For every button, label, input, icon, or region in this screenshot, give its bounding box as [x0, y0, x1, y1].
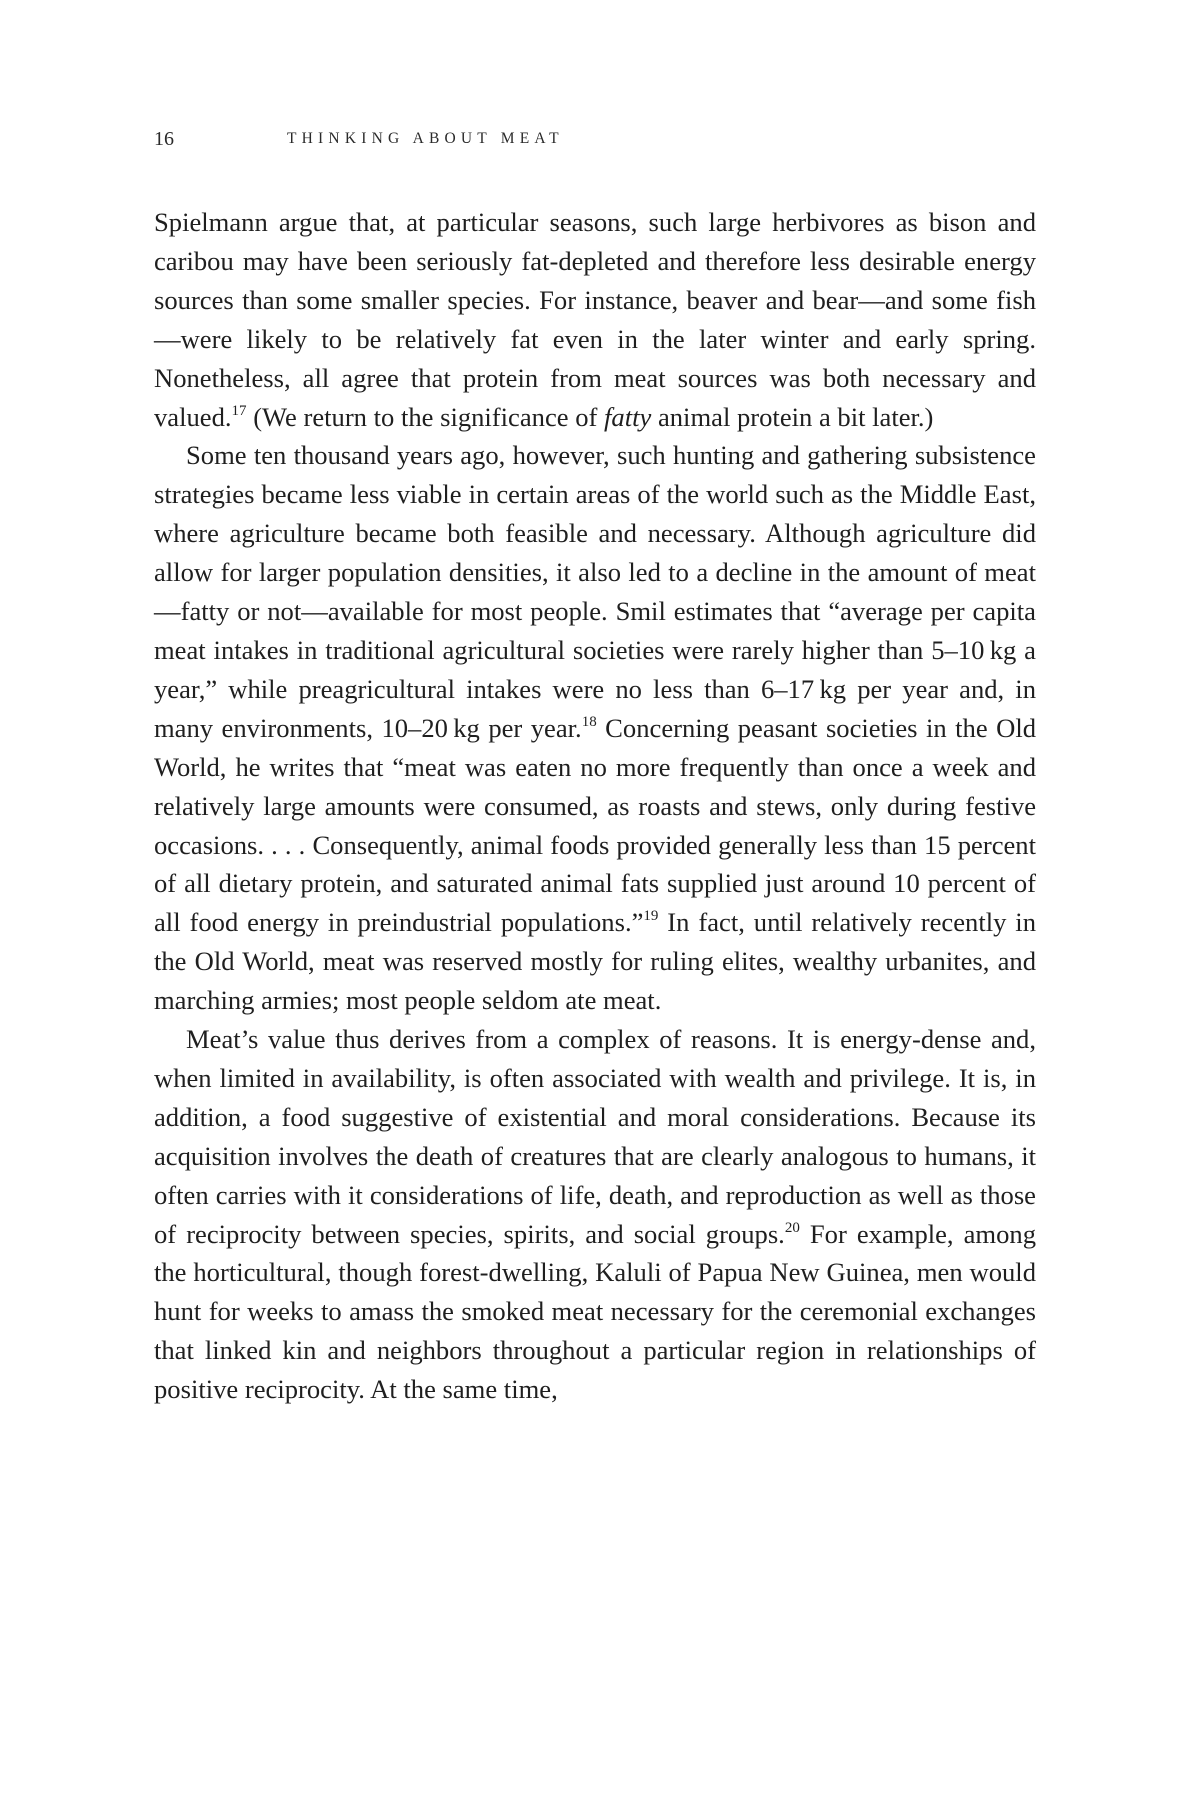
running-title: THINKING ABOUT MEAT: [287, 130, 564, 147]
footnote-reference: 20: [784, 1219, 800, 1236]
footnote-reference: 18: [581, 713, 597, 730]
page-number: 16: [154, 128, 174, 150]
text-run: animal protein a bit later.): [651, 401, 934, 432]
text-run: In fact, until relatively recently in the Old World, meat was reserved mostly for ruling elites, wealthy urbanites, and marching armies; most people seldom ate meat.: [154, 907, 1036, 1016]
paragraph: [154, 436, 1036, 1020]
body-text: [154, 203, 1036, 1409]
emphasized-text: fatty: [604, 401, 652, 432]
paragraph: [154, 1020, 1036, 1409]
text-run: Spielmann argue that, at particular seasons, such large herbivores as bison and caribou may have been seriously fat-depleted and therefore less desirable energy sources than some smaller species. For instance, beaver and bear—and some fish—were likely to be relatively fat even in the later winter and early spring. Nonetheless, all agree that protein from meat sources was both necessary and valued.: [154, 207, 1036, 432]
running-head: [154, 128, 1036, 158]
text-run: Some ten thousand years ago, however, such hunting and gathering subsistence strategies became less viable in certain areas of the world such as the Middle East, where agriculture became both feasible and necessary. Although agriculture did allow for larger population densities, it also led to a decline in the amount of meat—fatty or not—available for most people. Smil estimates that “average per capita meat intakes in traditional agricultural societies were rarely higher than 5–10 kg a year,” while preagricultural intakes were no less than 6–17 kg per year and, in many environments, 10–20 kg per year.: [154, 440, 1036, 743]
footnote-reference: 17: [231, 402, 247, 419]
footnote-reference: 19: [643, 908, 659, 925]
text-run: For example, among the horticultural, though forest-dwelling, Kaluli of Papua New Guinea, men would hunt for weeks to amass the smoked meat necessary for the ceremonial exchanges that linked kin and neighbors throughout a particular region in relationships of positive reciprocity. At the same time,: [154, 1218, 1037, 1405]
text-run: (We return to the significance of: [246, 401, 605, 432]
paragraph: [154, 203, 1036, 436]
text-run: Concerning peasant societies in the Old World, he writes that “meat was eaten no more frequently than once a week and relatively large amounts were consumed, as roasts and stews, only during festive occasions. . . . Consequently, animal foods provided generally less than 15 percent of all dietary protein, and saturated animal fats supplied just around 10 percent of all food energy in preindustrial populations.”: [154, 712, 1037, 938]
text-run: Meat’s value thus derives from a complex of reasons. It is energy-dense and, when limited in availability, is often associated with wealth and privilege. It is, in addition, a food suggestive of existential and moral considerations. Because its acquisition involves the death of creatures that are clearly analogous to humans, it often carries with it considerations of life, death, and reproduction as well as those of reciprocity between species, spirits, and social groups.: [154, 1024, 1036, 1249]
